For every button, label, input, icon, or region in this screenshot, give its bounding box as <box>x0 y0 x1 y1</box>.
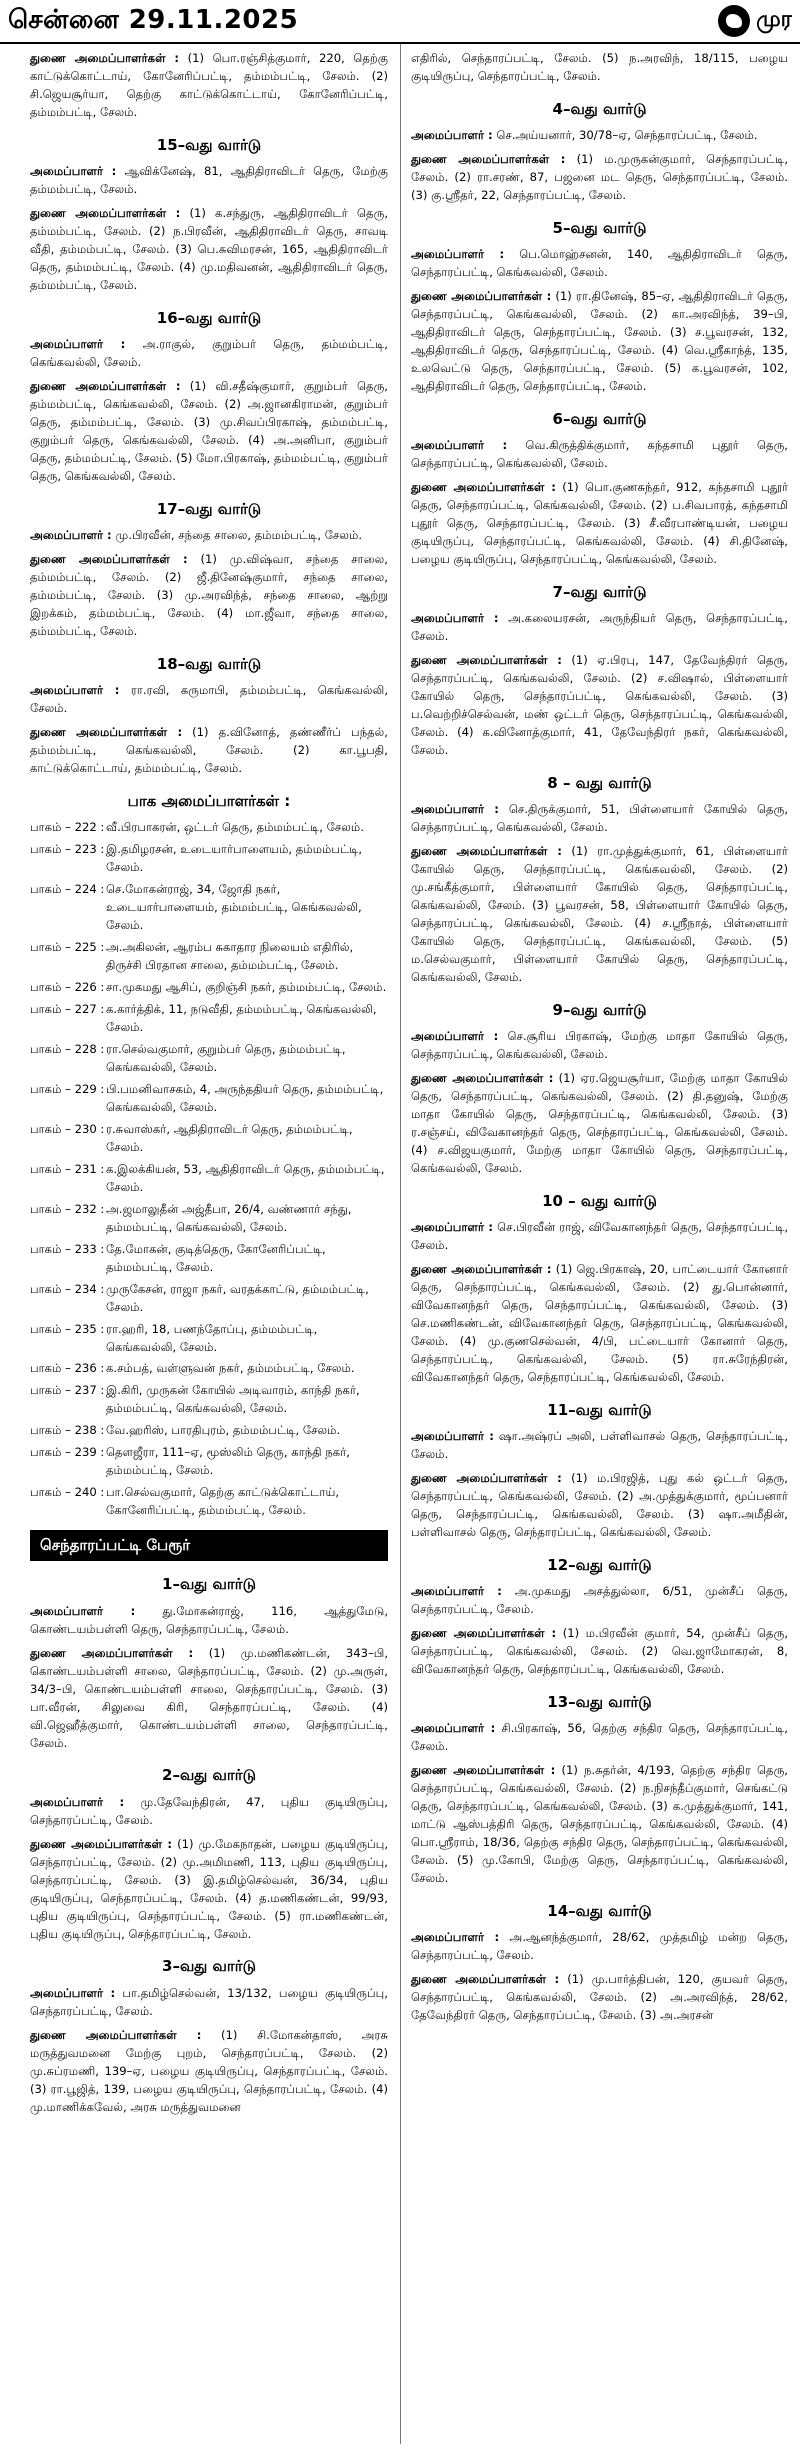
role-label: துணை அமைப்பாளர்கள் : <box>411 1972 560 1987</box>
booth-label: பாகம் – 223 : <box>30 842 105 857</box>
role-label: அமைப்பாளர் : <box>411 802 499 817</box>
role-text: செ.திருக்குமார், 51, பிள்ளையார் கோயில் தெரு, செந்தாரப்பட்டி, கெங்கவல்லி, சேலம். <box>411 802 789 835</box>
booth-label: பாகம் – 228 : <box>30 1041 105 1056</box>
booth-row <box>30 1484 388 1520</box>
role-label: அமைப்பாளர் : <box>411 1930 500 1945</box>
role-label: துணை அமைப்பாளர்கள் : <box>30 552 188 567</box>
role-text: அ.முகமது அசத்துல்லா, 6/51, முன்சீப் தெரு, செந்தாரப்பட்டி, சேலம். <box>411 1584 788 1617</box>
ward-heading: 10 – வது வார்டு <box>542 1192 657 1211</box>
ward-organiser <box>411 1583 788 1619</box>
ward-organiser <box>30 163 388 199</box>
ward-deputy-organisers <box>411 1625 788 1679</box>
ward-heading: 14–வது வார்டு <box>547 1902 652 1921</box>
role-label: துணை அமைப்பாளர்கள் : <box>30 2027 202 2042</box>
ward-organiser <box>30 527 388 545</box>
ward-deputy-organisers <box>411 479 788 569</box>
edition-date: சென்னை 29.11.2025 <box>8 4 299 35</box>
booth-text: பா.செல்வகுமார், தெற்கு காட்டுக்கொட்டாய், கோனேரிப்பட்டி, தம்மம்பட்டி, சேலம். <box>106 1485 340 1518</box>
role-label: அமைப்பாளர் : <box>30 528 112 543</box>
booth-row <box>30 1382 388 1418</box>
booth-text: சா.முகமது ஆசிப், குறிஞ்சி நகர், தம்மம்பட்டி, சேலம். <box>106 980 387 995</box>
booth-row <box>30 1444 388 1480</box>
booth-row <box>30 1161 388 1197</box>
role-text: (1) ஏ.பிரபு, 147, தேவேந்திரர் தெரு, செந்தாரப்பட்டி, கெங்கவல்லி, சேலம். (2) ச.விஷால், பிள்ளையார் கோயில் தெரு, செந்தாரப்பட்டி, கெங்கவல்லி, சேலம். (3) ப.வெற்றிச்செல்வன், மண் ஒட்டர் தெரு, செந்தாரப்பட்டி, கெங்கவல்லி, சேலம். (4) க.வினோத்குமார், 41, தேவேந்திரர் நகர், கெங்கவல்லி, சேலம். <box>411 653 788 758</box>
role-label: துணை அமைப்பாளர்கள் : <box>30 725 183 740</box>
ward-deputy-organisers <box>30 551 388 641</box>
ward-deputy-organisers <box>411 151 788 205</box>
booth-row <box>30 1321 388 1357</box>
role-label: அமைப்பாளர் : <box>411 1220 494 1235</box>
ward-heading: 2–வது வார்டு <box>162 1766 256 1785</box>
masthead <box>718 5 792 37</box>
role-text: எதிரில், செந்தாரப்பட்டி, சேலம். (5) ந.அரவிந், 18/115, பழைய குடியிருப்பு, செந்தாரப்பட்டி, சேலம். <box>411 51 788 83</box>
role-label: துணை அமைப்பாளர்கள் : <box>411 1471 562 1486</box>
ward-deputy-organisers <box>30 2027 388 2117</box>
ward-deputy-organisers <box>411 1070 788 1178</box>
role-label: துணை அமைப்பாளர்கள் : <box>30 1836 173 1851</box>
booth-label: பாகம் – 234 : <box>30 1281 105 1296</box>
role-text: (1) மு.பார்த்திபன், 120, குயவர் தெரு, செந்தாரப்பட்டி, கெங்கவல்லி, சேலம். (2) அ.அரவிந்த், 28/62, தேவேந்திரர் தெரு, செந்தாரப்பட்டி, சேலம். (3) அ.அரசன் <box>411 1972 788 2023</box>
booth-row <box>30 1041 388 1077</box>
role-label: துணை அமைப்பாளர்கள் : <box>30 379 181 394</box>
role-text: செ.அய்யனார், 30/78–ஏ, செந்தாரப்பட்டி, சேலம். <box>496 128 758 143</box>
ward-organiser <box>411 127 788 145</box>
booth-text: முருகேசன், ராஜா நகர், வரதக்காட்டு, தம்மம்பட்டி, சேலம். <box>106 1281 369 1314</box>
ward-deputy-organisers <box>411 1762 788 1888</box>
role-text: (1) ஜெ.பிரகாஷ், 20, பாட்டையார் கோனார் தெரு, செந்தாரப்பட்டி, கெங்கவல்லி, சேலம். (2) து.பொன்னார், விவேகானந்தர் தெரு, செந்தாரப்பட்டி, கெங்கவல்லி, சேலம். (3) செ.மணிகண்டன், விவேகானந்தர் தெரு, செந்தாரப்பட்டி, கெங்கவல்லி, சேலம். (4) மு.குணசெல்வன், 4/பி, பட்டையார் கோனார் தெரு, செந்தாரப்பட்டி, கெங்கவல்லி, சேலம். (5) ரா.சுரேந்திரன், விவேகானந்தர் தெரு, செந்தாரப்பட்டி, கெங்கவல்லி, சேலம். <box>411 1262 788 1385</box>
ward-deputy-organisers <box>411 843 788 987</box>
role-text: (1) மு.மேகநாதன், பழைய குடியிருப்பு, செந்தாரப்பட்டி, சேலம். (2) மு.அமிமணி, 113, புதிய குடியிருப்பு, செந்தாரப்பட்டி, சேலம். (3) இ.தமிழ்செல்வன், 36/34, புதிய குடியிருப்பு, செந்தாரப்பட்டி, சேலம். (4) த.மணிகண்டன், 99/93, புதிய குடியிருப்பு, செந்தாரப்பட்டி, சேலம். (5) ரா.மணிகண்டன், புதிய குடியிருப்பு, செந்தாரப்பட்டி, சேலம். <box>30 1836 389 1941</box>
role-label: துணை அமைப்பாளர்கள் : <box>30 206 181 221</box>
ward-deputy-organisers <box>30 205 388 295</box>
booth-text: இ.தமிழரசன், உடையார்பாளையம், தம்மம்பட்டி, சேலம். <box>106 842 363 875</box>
booth-organisers-heading: பாக அமைப்பாளர்கள் : <box>127 792 291 811</box>
ward-heading: 13–வது வார்டு <box>547 1693 652 1712</box>
ward-heading: 8 – வது வார்டு <box>547 774 652 793</box>
role-label: துணை அமைப்பாளர்கள் : <box>30 51 180 65</box>
ward-heading: 11–வது வார்டு <box>547 1401 652 1419</box>
role-text: அ.ராகுல், குறும்பர் தெரு, தம்மம்பட்டி, கெங்கவல்லி, சேலம். <box>30 337 388 370</box>
role-label: அமைப்பாளர் : <box>411 611 499 626</box>
role-text: சி.பிரகாஷ், 56, தெற்கு சந்திர தெரு, செந்தாரப்பட்டி, சேலம். <box>411 1721 788 1754</box>
booth-text: ர.சுவாஸ்கர், ஆதிதிராவிடர் தெரு, தம்மம்பட்டி, சேலம். <box>106 1121 353 1154</box>
role-label: அமைப்பாளர் : <box>411 247 505 262</box>
booth-text: பி.பமனிவாசகம், 4, அருந்ததியர் தெரு, தம்மம்பட்டி, கெங்கவல்லி, சேலம். <box>106 1081 384 1114</box>
booth-text: ரா.செல்வகுமார், குறும்பர் தெரு, தம்மம்பட்டி, கெங்கவல்லி, சேலம். <box>106 1041 346 1074</box>
role-text: (1) த.வினோத், தண்ணீர்ப் பந்தல், தம்மம்பட்டி, கெங்கவல்லி, சேலம். (2) கா.பூபதி, காட்டுக்கொட்டாய், தம்மம்பட்டி, சேலம். <box>30 725 388 776</box>
role-text: பெ.மொஹ்சனன், 140, ஆதிதிராவிடர் தெரு, செந்தாரப்பட்டி, கெங்கவல்லி, சேலம். <box>411 247 788 280</box>
ward-heading: 6–வது வார்டு <box>552 410 647 429</box>
booth-label: பாகம் – 231 : <box>30 1161 105 1176</box>
booth-text: அ.அகிலன், ஆரம்ப சுகாதார நிலையம் எதிரில், திருச்சி பிரதான சாலை, தம்மம்பட்டி, சேலம். <box>106 940 354 973</box>
ward-organiser <box>30 1603 388 1639</box>
booth-row <box>30 881 388 935</box>
role-label: அமைப்பாளர் : <box>411 1029 499 1044</box>
role-text: ஷா.அஷ்ரப் அலி, பள்ளிவாசல் தெரு, செந்தாரப்பட்டி, சேலம். <box>411 1429 788 1462</box>
ward-organiser <box>411 437 788 473</box>
role-label: அமைப்பாளர் : <box>30 683 120 698</box>
ward-heading: 1–வது வார்டு <box>162 1575 256 1594</box>
role-text: மு.தேவேந்திரன், 47, புதிய குடியிருப்பு, செந்தாரப்பட்டி, சேலம். <box>30 1794 388 1827</box>
masthead-title: முர <box>756 7 792 32</box>
role-text: து.மோகன்ராஜ், 116, ஆத்துமேடு, கொண்டயம்பள்ளி தெரு, செந்தாரப்பட்டி, சேலம். <box>30 1603 389 1636</box>
booth-label: பாகம் – 224 : <box>30 882 105 897</box>
booth-row <box>30 939 388 975</box>
ward-organiser <box>30 682 388 718</box>
booth-label: பாகம் – 232 : <box>30 1201 105 1216</box>
role-label: அமைப்பாளர் : <box>30 337 126 352</box>
role-label: அமைப்பாளர் : <box>411 438 508 453</box>
columns <box>0 44 800 2444</box>
ward-heading: 12–வது வார்டு <box>547 1556 652 1575</box>
booth-label: பாகம் – 233 : <box>30 1241 105 1256</box>
role-text: செ.பிரவீன் ராஜ், விவேகானந்தர் தெரு, செந்தாரப்பட்டி, சேலம். <box>411 1220 789 1253</box>
role-label: துணை அமைப்பாளர்கள் : <box>411 1262 552 1277</box>
ward-organiser <box>411 1428 788 1464</box>
booth-text: தௌஜீரா, 111–ஏ, மூஸ்லிம் தெரு, காந்தி நகர், தம்மம்பட்டி, சேலம். <box>106 1445 350 1478</box>
booth-text: தே.மோகன், குடித்தெரு, கோனேரிப்பட்டி, தம்மம்பட்டி, சேலம். <box>106 1241 326 1274</box>
booth-row <box>30 1360 388 1378</box>
booth-text: க.இலக்கியன், 53, ஆதிதிராவிடர் தெரு, தம்மம்பட்டி, சேலம். <box>106 1161 385 1194</box>
role-label: அமைப்பாளர் : <box>411 128 493 143</box>
booth-label: பாகம் – 238 : <box>30 1423 105 1438</box>
ward-deputy-organisers <box>30 1836 388 1944</box>
ward-deputy-organisers <box>411 652 788 760</box>
booth-label: பாகம் – 236 : <box>30 1361 105 1376</box>
role-label: துணை அமைப்பாளர்கள் : <box>411 1763 556 1778</box>
booth-label: பாகம் – 226 : <box>30 980 105 995</box>
role-label: அமைப்பாளர் : <box>30 164 117 179</box>
role-text: செ.சூரிய பிரகாஷ், மேற்கு மாதா கோயில் தெரு, செந்தாரப்பட்டி, கெங்கவல்லி, சேலம். <box>411 1029 788 1062</box>
booth-label: பாகம் – 237 : <box>30 1383 105 1398</box>
booth-text: வே.ஹரிஸ், பாரதிபுரம், தம்மம்பட்டி, சேலம். <box>106 1423 341 1438</box>
booth-label: பாகம் – 229 : <box>30 1081 105 1096</box>
ward-organiser <box>411 1720 788 1756</box>
booth-text: செ.மோகன்ராஜ், 34, ஜோதி நகர், உடையார்பாளையம், தம்மம்பட்டி, கெங்கவல்லி, சேலம். <box>106 882 362 933</box>
continued-deputy-organisers <box>30 50 388 122</box>
booth-label: பாகம் – 227 : <box>30 1002 105 1017</box>
booth-row <box>30 1241 388 1277</box>
newspaper-logo-icon <box>718 5 750 37</box>
role-label: துணை அமைப்பாளர்கள் : <box>411 289 552 304</box>
ward-deputy-organisers <box>411 1971 788 2025</box>
ward-deputy-organisers <box>411 288 788 396</box>
ward-organiser <box>411 1028 788 1064</box>
role-text: (1) ம.பிரஜித், புது கல் ஒட்டர் தெரு, செந்தாரப்பட்டி, கெங்கவல்லி, சேலம். (2) அ.முத்துக்குமார், மூப்பனார் தெரு, செந்தாரப்பட்டி, கெங்கவல்லி, சேலம். (3) ஷா.அமீதின், பள்ளிவாசல் தெரு, செந்தாரப்பட்டி, கெங்கவல்லி, சேலம். <box>411 1471 788 1540</box>
booth-text: அ.ஜமாலுதீன் அஜ்தீபா, 26/4, வண்ணார் சந்து, தம்மம்பட்டி, கெங்கவல்லி, சேலம். <box>106 1201 352 1234</box>
role-label: அமைப்பாளர் : <box>411 1721 496 1736</box>
role-text: ரா.ரவி, கருமாபி, தம்மம்பட்டி, கெங்கவல்லி, சேலம். <box>30 683 389 716</box>
role-text: (1) ஏர.ஜெயசூர்யா, மேற்கு மாதா கோயில் தெரு, செந்தாரப்பட்டி, கெங்கவல்லி, சேலம். (2) தி.தனுஷ், மேற்கு மாதா கோயில் தெரு, செந்தாரப்பட்டி, கெங்கவல்லி, சேலம். (3) ர.சஞ்சய், விவேகானந்தர் தெரு, செந்தாரப்பட்டி, கெங்கவல்லி, சேலம். (4) ச.விஜயகுமார், மேற்கு மாதா கோயில் தெரு, செந்தாரப்பட்டி, கெங்கவல்லி, சேலம். <box>411 1071 788 1176</box>
booth-row <box>30 1081 388 1117</box>
role-label: அமைப்பாளர் : <box>30 1603 136 1618</box>
left-column <box>0 44 400 2444</box>
role-text: (1) ந.சுதர்ன், 4/193, தெற்கு சந்திர தெரு, செந்தாரப்பட்டி, கெங்கவல்லி, சேலம். (2) ந.நிசந்தீப்குமார், செங்கட்டு தெரு, செந்தாரப்பட்டி, கெங்கவல்லி, சேலம். (3) க.முத்துக்குமார், 141, மாட்டு ஆஸ்பத்திரி தெரு, செந்தாரப்பட்டி, கெங்கவல்லி, சேலம். (4) பொ.ஸ்ரீராம், 18/36, தெற்கு சந்திர தெரு, செந்தாரப்பட்டி, கெங்கவல்லி, சேலம். (5) மு.கோபி, மேற்கு தெரு, செந்தாரப்பட்டி, கெங்கவல்லி, சேலம். <box>411 1763 788 1886</box>
ward-organiser <box>411 610 788 646</box>
role-label: துணை அமைப்பாளர்கள் : <box>411 844 562 859</box>
booth-label: பாகம் – 230 : <box>30 1121 105 1136</box>
booth-row <box>30 1201 388 1237</box>
role-text: பா.தமிழ்செல்வன், 13/132, பழைய குடியிருப்பு, செந்தாரப்பட்டி, சேலம். <box>30 1985 388 2018</box>
ward-organiser <box>411 246 788 282</box>
ward-organiser <box>411 1929 788 1965</box>
role-text: (1) க.சந்துரு, ஆதிதிராவிடர் தெரு, தம்மம்பட்டி, சேலம். (2) ந.பிரவீன், ஆதிதிராவிடர் தெரு, சாவடி வீதி, தம்மம்பட்டி, சேலம். (3) பெ.சுவிமரசன், 165, ஆதிதிராவிடர் தெரு, தம்மம்பட்டி, சேலம். (4) மு.மதிவனன், ஆதிதிராவிடர் தெரு, தம்மம்பட்டி, சேலம். <box>30 206 388 292</box>
booth-label: பாகம் – 235 : <box>30 1321 105 1336</box>
role-text: அ.ஆனந்த்குமார், 28/62, முத்தமிழ் மன்ற தெரு, செந்தாரப்பட்டி, சேலம். <box>411 1930 789 1963</box>
role-label: துணை அமைப்பாளர்கள் : <box>411 653 562 668</box>
role-label: அமைப்பாளர் : <box>30 1794 125 1809</box>
booth-label: பாகம் – 239 : <box>30 1445 105 1460</box>
ward-heading: 9–வது வார்டு <box>552 1001 647 1020</box>
booth-row <box>30 979 388 997</box>
ward-organiser <box>30 1794 388 1830</box>
ward-organiser <box>30 336 388 372</box>
ward-heading: 7–வது வார்டு <box>552 583 647 602</box>
role-text: மு.பிரவீன், சந்தை சாலை, தம்மம்பட்டி, சேலம். <box>115 528 363 543</box>
role-text: (1) வி.சதீஷ்குமார், குறும்பர் தெரு, தம்மம்பட்டி, கெங்கவல்லி, சேலம். (2) அ.ஜானகிராமன், குறும்பர் தெரு, தம்மம்பட்டி, சேலம். (3) மு.சிவப்பிரகாஷ், தம்மம்பட்டி, குறும்பர் தெரு, கெங்கவல்லி, சேலம். (4) அ.அனிபா, குறும்பர் தெரு, தம்மம்பட்டி, சேலம். (5) மோ.பிரகாஷ், தம்மம்பட்டி, குறும்பர் தெரு, கெங்கவல்லி, சேலம். <box>30 379 388 483</box>
role-text: (1) மு.விஷ்வா, சந்தை சாலை, தம்மம்பட்டி, சேலம். (2) ஜீ.தினேஷ்குமார், சந்தை சாலை, தம்மம்பட்டி, சேலம். (3) மு.அரவிந்த், சந்தை சாலை, ஆற்று இறக்கம், தம்மம்பட்டி, சேலம். (4) மா.ஜீவா, சந்தை சாலை, தம்மம்பட்டி, சேலம். <box>30 552 388 638</box>
role-text: (1) ம.பிரவீன் குமார், 54, முன்சீப் தெரு, செந்தாரப்பட்டி, கெங்கவல்லி, சேலம். (2) வெ.ஜாமோகரன், 8, விவேகானந்தர் தெரு, செந்தாரப்பட்டி, கெங்கவல்லி, சேலம். <box>411 1626 789 1677</box>
role-text: வெ.கிருத்திக்குமார், கந்தசாமி புதூர் தெரு, செந்தாரப்பட்டி, கெங்கவல்லி, சேலம். <box>411 438 788 471</box>
role-label: துணை அமைப்பாளர்கள் : <box>411 1626 557 1641</box>
booth-row <box>30 1121 388 1157</box>
booth-text: வீ.பிரபாகரன், ஒட்டர் தெரு, தம்மம்பட்டி, சேலம். <box>106 820 364 835</box>
role-label: அமைப்பாளர் : <box>30 1985 116 2000</box>
booth-text: இ.கிரி, முருகன் கோயில் அடிவாரம், காந்தி நகர், தம்மம்பட்டி, கெங்கவல்லி, சேலம். <box>106 1383 360 1416</box>
booth-row <box>30 1001 388 1037</box>
role-label: துணை அமைப்பாளர்கள் : <box>411 152 566 167</box>
booth-text: க.கார்த்திக், 11, நடுவீதி, தம்மம்பட்டி, கெங்கவல்லி, சேலம். <box>106 1002 377 1034</box>
page-header <box>0 0 800 44</box>
ward-deputy-organisers <box>411 1470 788 1542</box>
ward-deputy-organisers <box>30 724 388 778</box>
role-text: ஆவிக்னேஷ், 81, ஆதிதிராவிடர் தெரு, மேற்கு தம்மம்பட்டி, சேலம். <box>30 164 388 197</box>
booth-row <box>30 819 388 837</box>
booth-text: க.சம்பத், வள்ளுவன் நகர், தம்மம்பட்டி, சேலம். <box>106 1361 355 1376</box>
role-text: (1) ரா.முத்துக்குமார், 61, பிள்ளையார் கோயில் தெரு, செந்தாரப்பட்டி, கெங்கவல்லி, சேலம். (2) மு.சங்கீத்குமார், பிள்ளையார் கோயில் தெரு, செந்தாரப்பட்டி, கெங்கவல்லி, சேலம். (3) பூவரசன், 58, பிள்ளையார் கோயில் தெரு, செந்தாரப்பட்டி, கெங்கவல்லி, சேலம். (4) ச.ஸ்ரீநாத், பிள்ளையார் கோயில் தெரு, செந்தாரப்பட்டி, கெங்கவல்லி, சேலம். (5) ம.செல்வகுமார், பிள்ளையார் கோயில் தெரு, செந்தாரப்பட்டி, கெங்கவல்லி, சேலம். <box>411 844 788 985</box>
ward-heading: 4–வது வார்டு <box>552 99 647 118</box>
role-text: (1) ம.முருகன்குமார், செந்தாரப்பட்டி, சேலம். (2) ரா.சரண், 87, பஜனை மட தெரு, செந்தாரப்பட்டி, சேலம். (3) கு.ஸ்ரீதர், 22, செந்தாரப்பட்டி, சேலம். <box>411 152 789 203</box>
ward-organiser <box>411 1219 788 1255</box>
role-label: துணை அமைப்பாளர்கள் : <box>30 1645 194 1660</box>
role-text: (1) பொ.குணசுந்தர், 912, கந்தசாமி புதூர் தெரு, செந்தாரப்பட்டி, கெங்கவல்லி, சேலம். (2) ப.சிவபாரத், கந்தசாமி புதூர் தெரு, செந்தாரப்பட்டி, சேலம். (3) சீ.வீரபாண்டியன், பழைய குடியிருப்பு, செந்தாரப்பட்டி, கெங்கவல்லி, சேலம். (4) சி.தினேஷ், பழைய குடியிருப்பு, செந்தாரப்பட்டி, கெங்கவல்லி, சேலம். <box>411 480 788 567</box>
ward-heading: 17–வது வார்டு <box>156 499 262 518</box>
role-text: (1) ரா.தினேஷ், 85–ஏ, ஆதிதிராவிடர் தெரு, செந்தாரப்பட்டி, கெங்கவல்லி, சேலம். (2) கா.அரவிந்த், 39–பி, ஆதிதிராவிடர் தெரு, செந்தாரப்பட்டி, சேலம். (3) ச.பூவரசன், 132, ஆதிதிராவிடர் தெரு, செந்தாரப்பட்டி, சேலம். (4) வெ.ஸ்ரீகாந்த், 135, உலவெட்டு தெரு, செந்தாரப்பட்டி, சேலம். (5) க.பூவரசன், 102, ஆதிதிராவிடர் தெரு, செந்தாரப்பட்டி, சேலம். <box>411 289 788 394</box>
role-label: அமைப்பாளர் : <box>411 1584 502 1599</box>
role-text: அ.கலையரசன், அருந்தியர் தெரு, செந்தாரப்பட்டி, சேலம். <box>411 611 788 644</box>
booth-label: பாகம் – 240 : <box>30 1485 105 1500</box>
right-column <box>400 44 800 2444</box>
ward-heading: 5–வது வார்டு <box>552 219 647 238</box>
booth-row <box>30 1422 388 1440</box>
ward-heading: 18–வது வார்டு <box>156 654 262 673</box>
section-banner: செந்தாரப்பட்டி பேரூர் <box>30 1530 388 1561</box>
role-text: (1) பொ.ரஞ்சித்குமார், 220, தெற்கு காட்டுக்கொட்டாய், கோனேரிப்பட்டி, தம்மம்பட்டி, சேலம். (2) சி.ஜெயசூர்யா, தெற்கு காட்டுக்கொட்டாய், கோனேரிப்பட்டி, தம்மம்பட்டி, சேலம். <box>30 51 388 119</box>
booth-label: பாகம் – 222 : <box>30 820 105 835</box>
continued-text <box>411 50 788 86</box>
ward-heading: 15–வது வார்டு <box>156 135 262 154</box>
ward-deputy-organisers <box>411 1261 788 1387</box>
role-text: (1) மு.மணிகண்டன், 343–பி, கொண்டயம்பள்ளி சாலை, செந்தாரப்பட்டி, சேலம். (2) மு.அருள், 34/3–பி, கொண்டயம்பள்ளி சாலை, செந்தாரப்பட்டி, சேலம். (3) பா.வீரன், சிலுவை கிரி, செந்தாரப்பட்டி, சேலம். (4) வி.ஜெஹீத்குமார், கொண்டயம்பள்ளி சாலை, செந்தாரப்பட்டி, சேலம். <box>30 1645 389 1750</box>
booth-row <box>30 841 388 877</box>
ward-heading: 16–வது வார்டு <box>156 308 262 327</box>
role-label: துணை அமைப்பாளர்கள் : <box>411 480 556 495</box>
role-label: துணை அமைப்பாளர்கள் : <box>411 1071 554 1086</box>
ward-deputy-organisers <box>30 378 388 486</box>
ward-organiser <box>30 1985 388 2021</box>
role-text: (1) சி.மோகன்தாஸ், அரசு மருத்துவமனை மேற்கு புறம், செந்தாரப்பட்டி, சேலம். (2) மு.சுப்ரமணி, 139–ஏ, பழைய குடியிருப்பு, செந்தாரப்பட்டி, சேலம். (3) ரா.பூஜித், 139, பழைய குடியிருப்பு, செந்தாரப்பட்டி, சேலம். (4) மு.மாணிக்கவேல், அரசு மருத்துவமனை <box>30 2027 388 2114</box>
booth-row <box>30 1281 388 1317</box>
booth-label: பாகம் – 225 : <box>30 940 105 955</box>
ward-organiser <box>411 801 788 837</box>
ward-heading: 3–வது வார்டு <box>162 1957 256 1976</box>
ward-deputy-organisers <box>30 1645 388 1753</box>
role-label: அமைப்பாளர் : <box>411 1429 494 1444</box>
booth-text: ரா.ஹரி, 18, பணந்தோப்பு, தம்மம்பட்டி, கெங்கவல்லி, சேலம். <box>106 1321 318 1354</box>
